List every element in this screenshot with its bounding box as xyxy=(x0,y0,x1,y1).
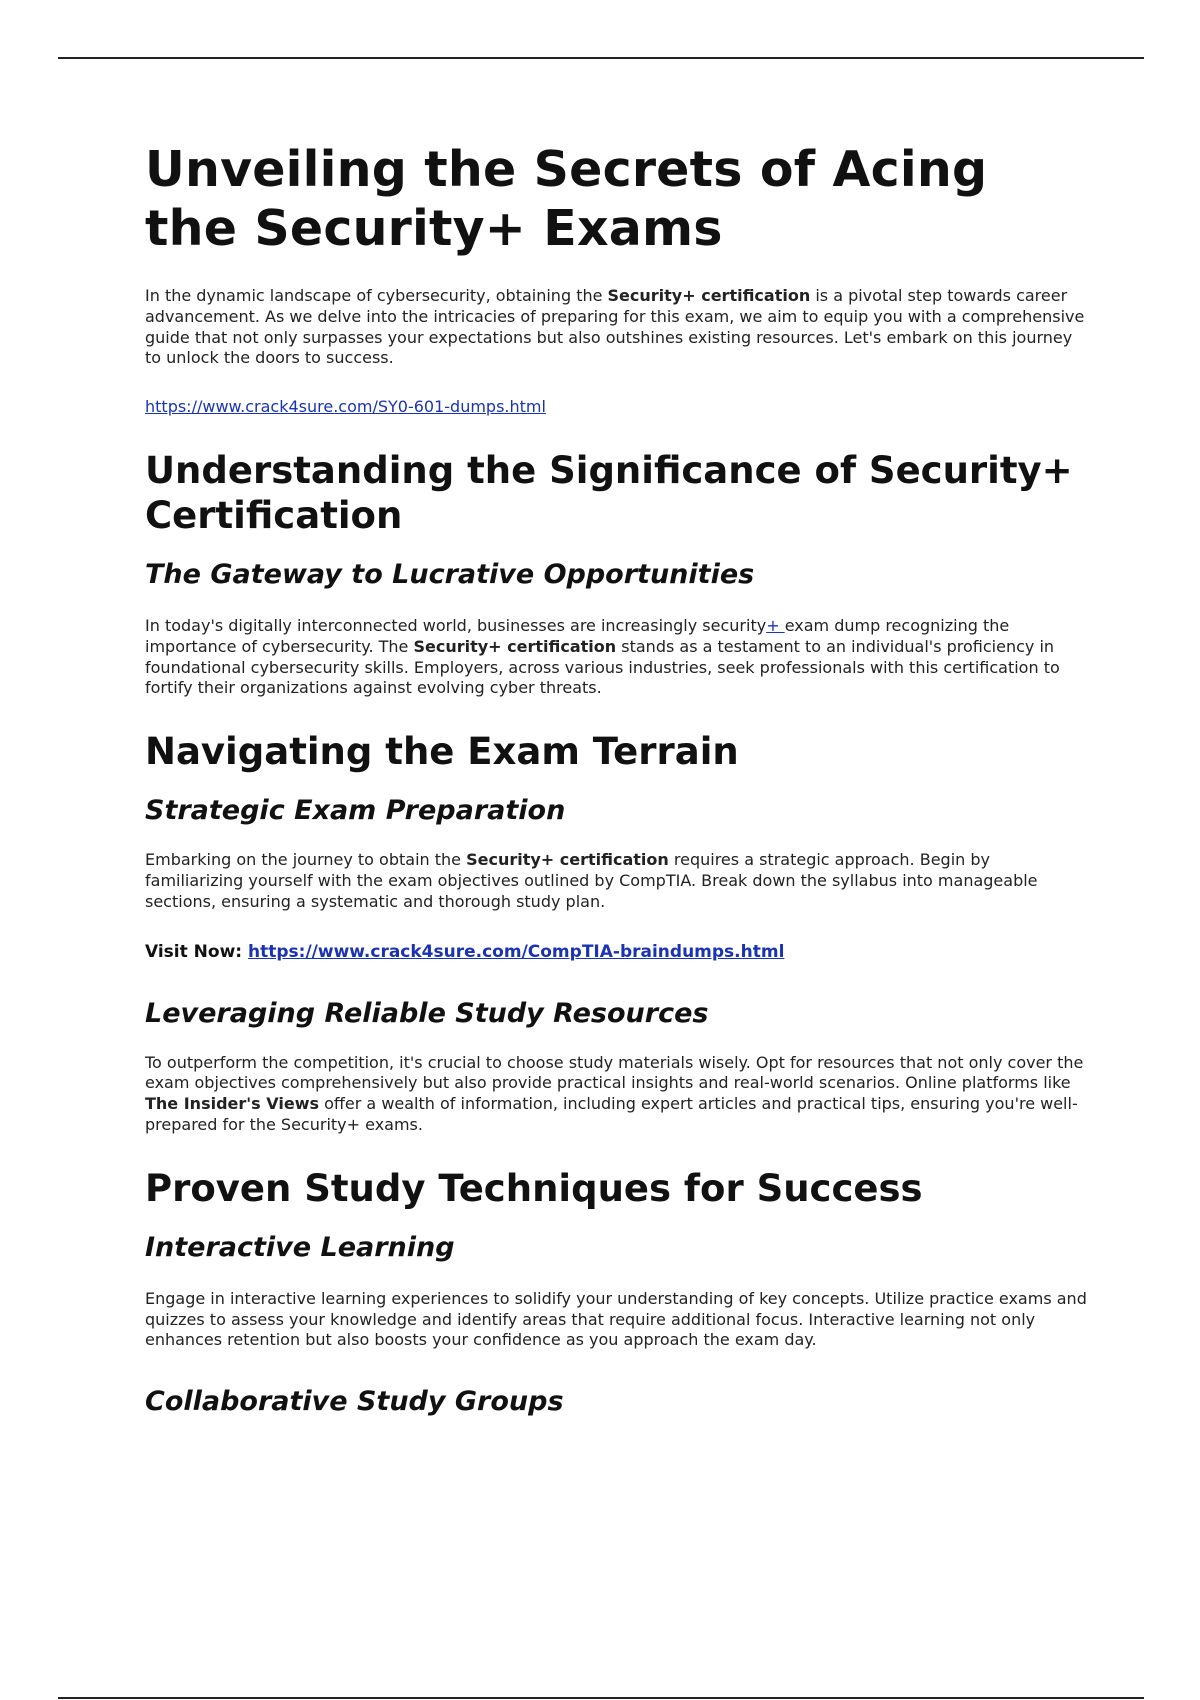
s2p2-text-1: To outperform the competition, it's crucial to choose study materials wisely. Opt for resources that not only cover the exam objectives comprehensively but also provide practical insights and real-world scenarios. Online platforms like xyxy=(145,1052,1084,1093)
footer-rule xyxy=(58,1697,1144,1699)
link-line-1 xyxy=(145,397,1090,418)
s2-bold: Security+ certification xyxy=(466,850,669,870)
page-title: Unveiling the Secrets of Acing the Security+ Exams xyxy=(145,141,988,257)
sy0-601-dumps-link[interactable]: https://www.crack4sure.com/SY0-601-dumps.html xyxy=(145,397,546,417)
s1-text-2: exam dump recognizing the importance of cybersecurity. The xyxy=(145,615,1010,656)
section3-heading: Proven Study Techniques for Success xyxy=(145,1166,923,1210)
intro-text-1: In the dynamic landscape of cybersecurity, obtaining the xyxy=(145,286,608,305)
s2p2-bold: The Insider's Views xyxy=(145,1094,320,1114)
s2-text-1: Embarking on the journey to obtain the xyxy=(145,850,467,870)
header-rule xyxy=(58,57,1144,59)
s1-bold: Security+ certification xyxy=(413,636,617,656)
section3-subheading-1: Interactive Learning xyxy=(145,1231,455,1263)
intro-text-2: is a pivotal step towards career advancement. As we delve into the intricacies of preparing for this exam, we aim to equip you with a comprehensive guide that not only surpasses your expectations but also outshines existing resources. Let's embark on this journey to unlock the doors to success. xyxy=(145,286,1085,368)
section3-paragraph-1: Engage in interactive learning experiences to solidify your understanding of key concepts. Utilize practice exams and quizzes to assess your knowledge and identify areas that require additional focus. Interactive learning not only enhances retention but also boosts your confidence as you approach the exam day. xyxy=(145,1288,1087,1350)
comptia-braindumps-link[interactable]: https://www.crack4sure.com/CompTIA-braindumps.html xyxy=(248,941,785,962)
s1-text-1: In today's digitally interconnected world, businesses are increasingly security xyxy=(145,615,767,635)
s2-text-2: requires a strategic approach. Begin by familiarizing yourself with the exam objectives outlined by CompTIA. Break down the syllabus into manageable sections, ensuring a systematic and thorough study plan. xyxy=(145,850,1038,911)
section2-paragraph-1 xyxy=(145,850,1090,912)
section1-paragraph xyxy=(145,616,1090,699)
security-plus-link[interactable]: + xyxy=(766,615,785,635)
s2p2-text-2: offer a wealth of information, including expert articles and practical tips, ensuring you're well-prepared for the Security+ exams. xyxy=(145,1094,1078,1134)
section3-subheading-2: Collaborative Study Groups xyxy=(145,1386,564,1418)
section2-subheading-1: Strategic Exam Preparation xyxy=(145,795,566,827)
visit-now-label: Visit Now: xyxy=(145,941,249,962)
visit-now-line xyxy=(145,941,1090,963)
section1-heading: Understanding the Significance of Security+ Certification xyxy=(145,448,1073,537)
document-body xyxy=(145,140,1090,1419)
section2-subheading-2: Leveraging Reliable Study Resources xyxy=(145,997,709,1029)
section1-subheading: The Gateway to Lucrative Opportunities xyxy=(145,558,755,590)
intro-paragraph xyxy=(145,286,1090,369)
section2-paragraph-2 xyxy=(145,1053,1090,1136)
intro-bold: Security+ certification xyxy=(607,286,811,305)
s1-text-3: stands as a testament to an individual's proficiency in foundational cybersecurity skills. Employers, across various industries, seek professionals with this certification to fortify their organizations against evolving cyber threats. xyxy=(145,636,1060,698)
section2-heading: Navigating the Exam Terrain xyxy=(145,730,739,774)
